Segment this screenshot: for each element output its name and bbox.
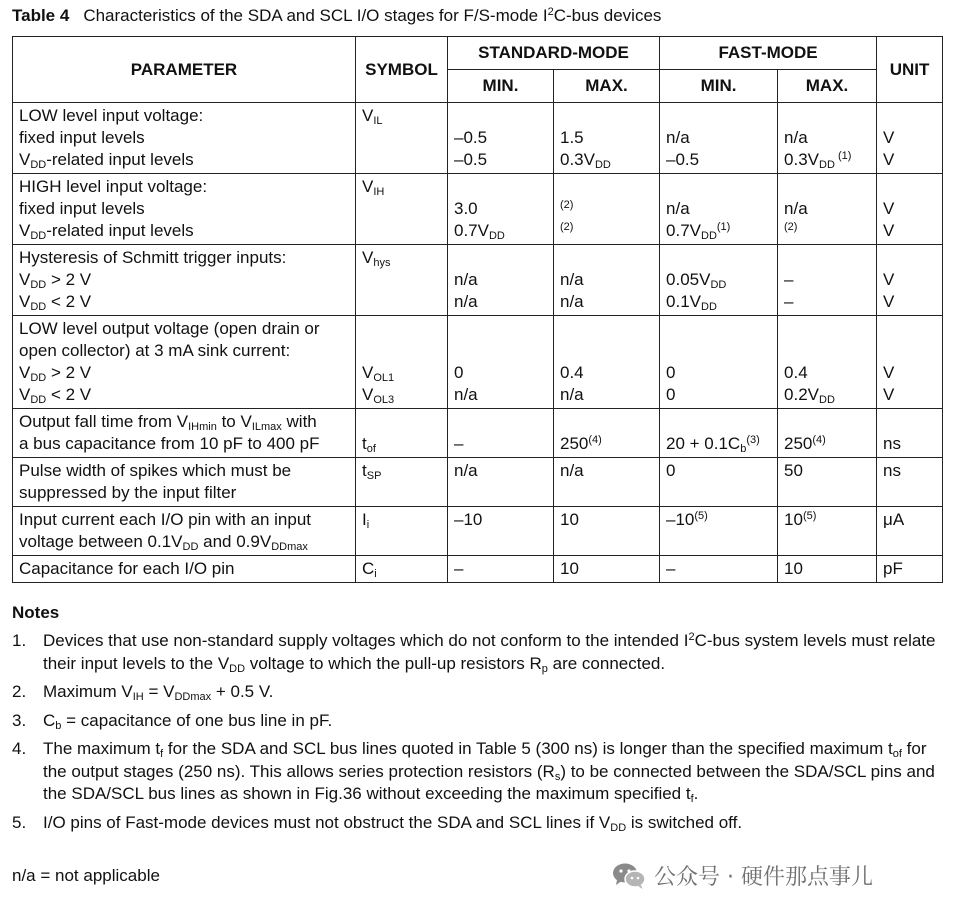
cell-std-max: 0.4 n/a: [554, 316, 660, 409]
cell-fast-max: n/a $^{(2)}$: [778, 174, 877, 245]
table-label: Table 4: [12, 6, 70, 25]
cell-symbol: $V_{hys}$: [356, 245, 448, 316]
cell-fast-max: 10$^{(5)}$: [778, 507, 877, 556]
cell-std-min: –0.5 –0.5: [448, 103, 554, 174]
cell-symbol: $V_{IL}$: [356, 103, 448, 174]
cell-unit: ns: [877, 458, 943, 507]
cell-std-min: n/a: [448, 458, 554, 507]
cell-unit: ns: [877, 409, 943, 458]
cell-std-max: 250$^{(4)}$: [554, 409, 660, 458]
cell-std-min: –10: [448, 507, 554, 556]
cell-std-max: n/a: [554, 458, 660, 507]
table-row: [13, 507, 943, 556]
table-row: [13, 174, 943, 245]
table-row: [13, 556, 943, 583]
cell-fast-max: 250$^{(4)}$: [778, 409, 877, 458]
cell-fast-min: n/a –0.5: [660, 103, 778, 174]
cell-fast-min: –: [660, 556, 778, 583]
cell-unit: pF: [877, 556, 943, 583]
table-row: [13, 409, 943, 458]
wechat-icon: [612, 862, 646, 890]
table-row: [13, 458, 943, 507]
notes-title: Notes: [12, 603, 60, 622]
cell-symbol: $t_{of}$: [356, 409, 448, 458]
watermark-text: 公众号 · 硬件那点事儿: [654, 865, 873, 890]
cell-unit: V V: [877, 245, 943, 316]
cell-unit: V V: [877, 174, 943, 245]
cell-fast-max: 0.4 $0.2V_{DD}$: [778, 316, 877, 409]
cell-symbol: $t_{SP}$: [356, 458, 448, 507]
cell-fast-max: – –: [778, 245, 877, 316]
cell-fast-min: –10$^{(5)}$: [660, 507, 778, 556]
cell-parameter: Input current each I/O pin with an input voltage between $0.1V_{DD}$ and $0.9V_{DDmax}$: [13, 507, 356, 556]
cell-symbol: $V_{OL1}$ $V_{OL3}$: [356, 316, 448, 409]
cell-parameter: Pulse width of spikes which must be suppressed by the input filter: [13, 458, 356, 507]
cell-std-min: –: [448, 556, 554, 583]
note-4: 4. The maximum $t_f$ for the SDA and SCL bus lines quoted in Table 5 (300 ns) is longer than the specified maximum $t_{of}$ for the output stages (250 ns). This allows series protection resistors $(R_s)$ to be connected between the SDA/SCL pins and the SDA/SCL bus lines as shown in Fig.36 without exceeding the maximum specified $t_f$.: [12, 739, 935, 805]
cell-fast-min: 0: [660, 458, 778, 507]
header-std-min: MIN.: [448, 70, 554, 103]
notes-list: [12, 630, 947, 840]
cell-parameter: HIGH level input voltage: fixed input levels $V_{DD}$-related input levels: [13, 174, 356, 245]
cell-std-min: 0 n/a: [448, 316, 554, 409]
cell-unit: V V: [877, 103, 943, 174]
cell-std-max: $^{(2)}$ $^{(2)}$: [554, 174, 660, 245]
cell-std-max: 1.5 $0.3V_{DD}$: [554, 103, 660, 174]
table-row: [13, 103, 943, 174]
cell-fast-min: 0 0: [660, 316, 778, 409]
cell-std-max: 10: [554, 556, 660, 583]
cell-parameter: Capacitance for each I/O pin: [13, 556, 356, 583]
note-1: 1. Devices that use non-standard supply voltages which do not conform to the intended $I^2C$-bus system levels must relate their input levels to the $V_{DD}$ voltage to which the pull-up resistors $R_p$ are connected.: [12, 631, 936, 675]
note-2: 2. Maximum $V_{IH} = V_{DDmax} + 0.5$ V.: [12, 682, 274, 703]
cell-symbol: $I_i$: [356, 507, 448, 556]
na-legend: n/a = not applicable: [12, 866, 160, 885]
header-unit: UNIT: [877, 37, 943, 103]
cell-std-min: –: [448, 409, 554, 458]
cell-parameter: LOW level input voltage: fixed input levels $V_{DD}$-related input levels: [13, 103, 356, 174]
cell-std-min: 3.0 $0.7V_{DD}$: [448, 174, 554, 245]
cell-parameter: Output fall time from $V_{IHmin}$ to $V_{ILmax}$ with a bus capacitance from 10 pF to 400 pF: [13, 409, 356, 458]
cell-fast-min: $20 + 0.1C_b^{(3)}$: [660, 409, 778, 458]
note-5: 5. I/O pins of Fast-mode devices must not obstruct the SDA and SCL lines if $V_{DD}$ is switched off.: [12, 812, 743, 834]
cell-std-max: n/a n/a: [554, 245, 660, 316]
cell-symbol: $C_i$: [356, 556, 448, 583]
cell-fast-max: 50: [778, 458, 877, 507]
table-caption: Table 4 Characteristics of the SDA and SCL I/O stages for F/S-mode $I^2C$-bus devices: [12, 6, 662, 25]
cell-fast-min: $0.05V_{DD}$ $0.1V_{DD}$: [660, 245, 778, 316]
watermark: [612, 860, 873, 891]
cell-parameter: LOW level output voltage (open drain or open collector) at 3 mA sink current: $V_{DD} > 2$ V $V_{DD} < 2$ V: [13, 316, 356, 409]
cell-fast-max: n/a $0.3V_{DD}$ $^{(1)}$: [778, 103, 877, 174]
header-row: [13, 37, 943, 70]
header-symbol: SYMBOL: [356, 37, 448, 103]
cell-fast-max: 10: [778, 556, 877, 583]
header-fast-mode: FAST-MODE: [660, 37, 877, 70]
header-fast-max: MAX.: [778, 70, 877, 103]
cell-fast-min: n/a $0.7V_{DD}^{(1)}$: [660, 174, 778, 245]
table-row: [13, 245, 943, 316]
cell-symbol: $V_{IH}$: [356, 174, 448, 245]
header-std-max: MAX.: [554, 70, 660, 103]
cell-unit: μA: [877, 507, 943, 556]
note-3: 3. $C_b$ = capacitance of one bus line in pF.: [12, 710, 333, 732]
cell-parameter: Hysteresis of Schmitt trigger inputs: $V_{DD} > 2$ V $V_{DD} < 2$ V: [13, 245, 356, 316]
cell-std-max: 10: [554, 507, 660, 556]
header-fast-min: MIN.: [660, 70, 778, 103]
cell-unit: V V: [877, 316, 943, 409]
header-standard-mode: STANDARD-MODE: [448, 37, 660, 70]
table-row: [13, 316, 943, 409]
cell-std-min: n/a n/a: [448, 245, 554, 316]
characteristics-table: [12, 36, 943, 583]
header-parameter: PARAMETER: [13, 37, 356, 103]
